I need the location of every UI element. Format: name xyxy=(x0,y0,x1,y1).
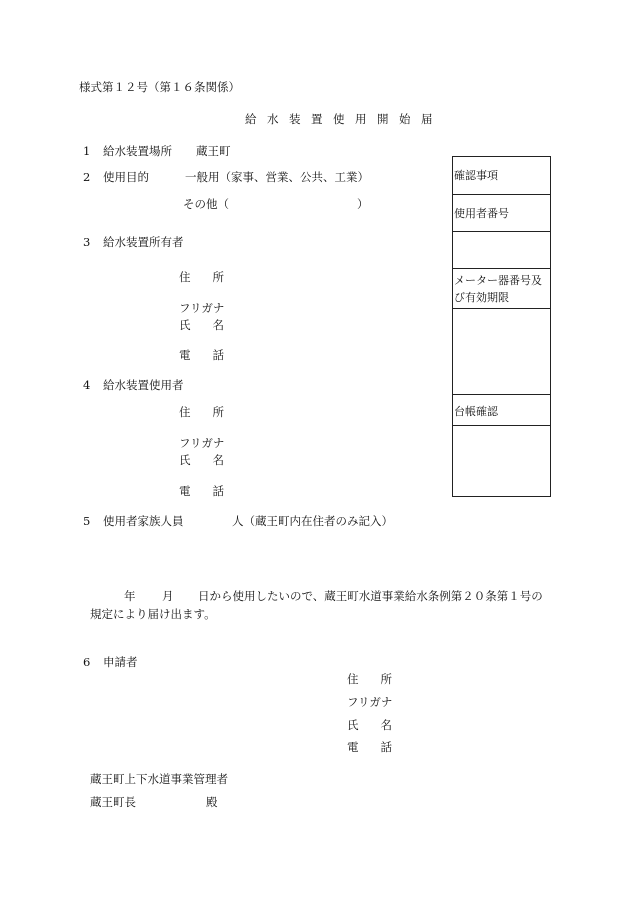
item4-phone-label: 電話 xyxy=(179,484,246,498)
item2-option-other-open: その他（ xyxy=(183,197,229,211)
item4-furigana-label: フリガナ xyxy=(179,436,225,450)
cell-ledger-value xyxy=(453,426,550,497)
item5-number: 5 xyxy=(83,514,91,528)
item4-label: 給水装置使用者 xyxy=(103,378,184,392)
cell-user-number-value xyxy=(453,232,550,269)
item3-address-label: 住所 xyxy=(179,270,246,284)
cell-meter-label: メーター器番号及び有効期限 xyxy=(454,274,542,304)
item3-number: 3 xyxy=(83,235,91,249)
cell-user-number xyxy=(453,195,550,232)
item2-option-other-close: ） xyxy=(357,197,369,211)
statement-year: 年 xyxy=(124,589,136,603)
item3-phone-label: 電話 xyxy=(179,348,246,362)
cell-confirm xyxy=(453,157,550,195)
item5-label: 使用者家族人員 xyxy=(103,514,184,528)
item4-name-label: 氏名 xyxy=(179,453,246,467)
item1-label: 給水装置場所 xyxy=(103,144,172,158)
cell-meter-value xyxy=(453,309,550,395)
statement-line2: 規定により届け出ます。 xyxy=(90,607,216,621)
statement-line1: 日から使用したいので、蔵王町水道事業給水条例第２０条第１号の xyxy=(198,589,543,603)
item4-number: 4 xyxy=(83,378,91,392)
item3-label: 給水装置所有者 xyxy=(103,235,184,249)
form-title: 給水装置使用開始届 xyxy=(245,112,443,126)
item1-value: 蔵王町 xyxy=(196,144,231,158)
office-use-table xyxy=(452,156,551,497)
item6-furigana-label: フリガナ xyxy=(347,695,393,709)
item6-address-label: 住所 xyxy=(347,672,414,686)
addressee-honorific: 殿 xyxy=(206,795,218,809)
item6-label: 申請者 xyxy=(103,655,138,669)
form-number: 様式第１２号（第１６条関係） xyxy=(79,80,240,94)
item6-name-label: 氏名 xyxy=(347,718,414,732)
item5-suffix: 人（蔵王町内在住者のみ記入） xyxy=(232,514,393,528)
cell-confirm-label: 確認事項 xyxy=(454,169,498,182)
item2-option-general: 一般用（家事、営業、公共、工業） xyxy=(185,170,369,184)
item2-number: 2 xyxy=(83,170,91,184)
item3-name-label: 氏名 xyxy=(179,318,246,332)
cell-ledger-label: 台帳確認 xyxy=(454,405,498,418)
item4-address-label: 住所 xyxy=(179,405,246,419)
cell-meter xyxy=(453,269,550,309)
cell-user-number-label: 使用者番号 xyxy=(454,207,509,220)
item1-number: 1 xyxy=(83,144,91,158)
addressee-line2: 蔵王町長 xyxy=(90,795,136,809)
item6-phone-label: 電話 xyxy=(347,740,414,754)
addressee-line1: 蔵王町上下水道事業管理者 xyxy=(90,772,228,786)
item3-furigana-label: フリガナ xyxy=(179,301,225,315)
cell-ledger xyxy=(453,395,550,426)
statement-month: 月 xyxy=(162,589,174,603)
item2-label: 使用目的 xyxy=(103,170,149,184)
item6-number: 6 xyxy=(83,655,91,669)
